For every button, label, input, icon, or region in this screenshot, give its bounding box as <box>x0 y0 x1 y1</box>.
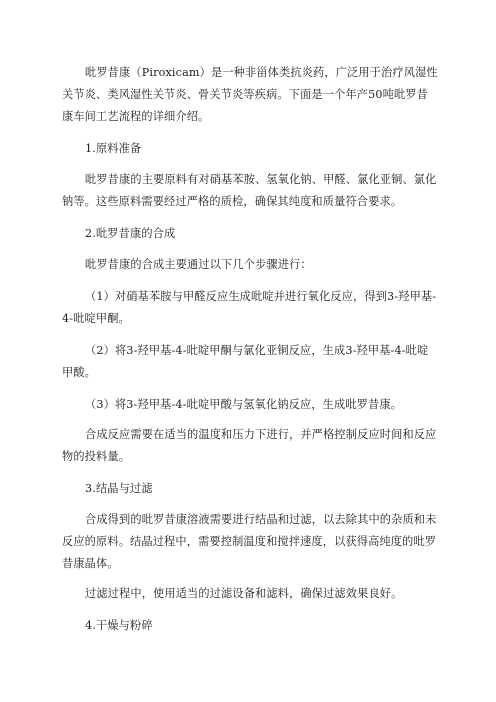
section-1-paragraph: 吡罗昔康的主要原料有对硝基苯胺、氢氧化钠、甲醛、氯化亚铜、氯化钠等。这些原料需要经过严格的质检，确保其纯度和质量符合要求。 <box>62 173 437 208</box>
section-3-paragraph-1: 合成得到的吡罗昔康溶液需要进行结晶和过滤，以去除其中的杂质和未反应的原料。结晶过程中，需要控制温度和搅拌速度，以获得高纯度的吡罗昔康晶体。 <box>62 513 437 570</box>
section-2-paragraph: 合成反应需要在适当的温度和压力下进行，并严格控制反应时间和反应物的投料量。 <box>62 428 437 463</box>
step-2-paragraph: （2）将3-羟甲基-4-吡啶甲酮与氯化亚铜反应，生成3-羟甲基-4-吡啶甲酸。 <box>62 344 429 379</box>
section-3-title: 3.结晶与过滤 <box>85 482 153 495</box>
section-2-title: 2.吡罗昔康的合成 <box>85 227 176 240</box>
intro-paragraph: 吡罗昔康（Piroxicam）是一种非甾体类抗炎药，广泛用于治疗风湿性关节炎、类风湿性关节炎、骨关节炎等疾病。下面是一个年产50吨吡罗昔康车间工艺流程的详细介绍。 <box>62 66 438 123</box>
section-4-title: 4.干燥与粉碎 <box>85 619 153 632</box>
step-1-paragraph: （1）对硝基苯胺与甲醛反应生成吡啶并进行氧化反应，得到3-羟甲基-4-吡啶甲酮。 <box>62 290 437 325</box>
step-3-paragraph: （3）将3-羟甲基-4-吡啶甲酸与氢氧化钠反应，生成吡罗昔康。 <box>85 398 403 411</box>
section-1-title: 1.原料准备 <box>85 142 142 155</box>
section-3-paragraph-2: 过滤过程中，使用适当的过滤设备和滤料，确保过滤效果良好。 <box>85 587 403 600</box>
section-2-intro: 吡罗昔康的合成主要通过以下几个步骤进行： <box>85 258 312 271</box>
